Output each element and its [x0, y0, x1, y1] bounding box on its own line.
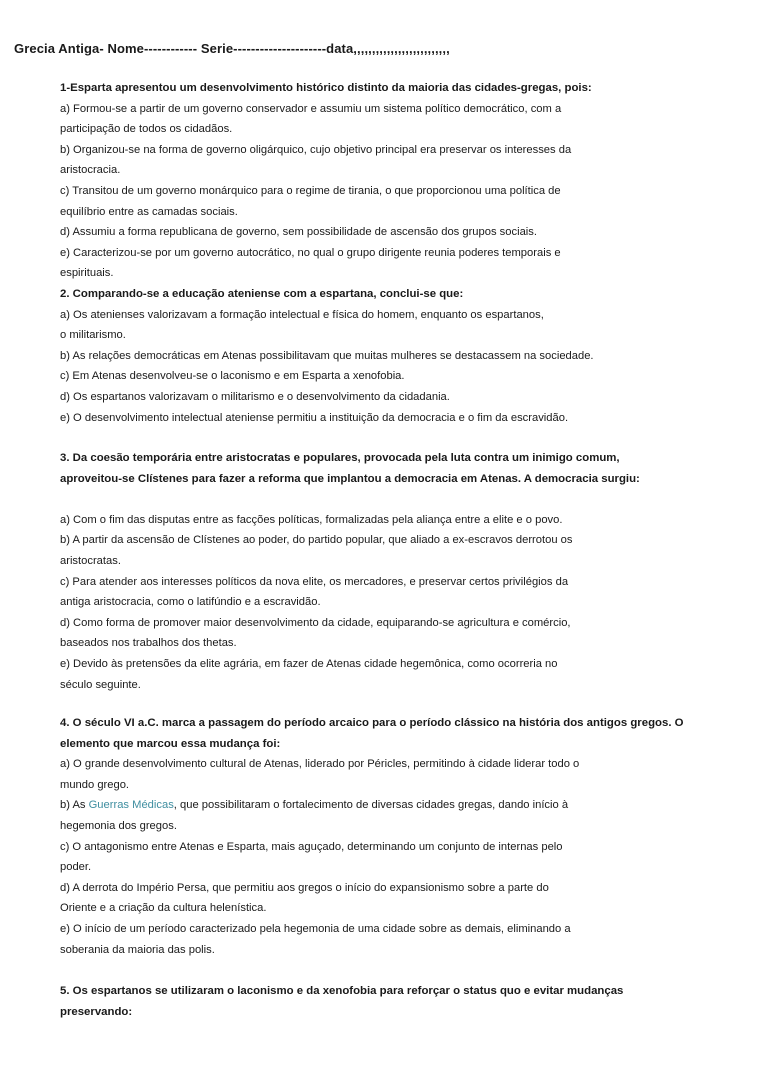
- answer-line: século seguinte.: [60, 678, 141, 691]
- answer-line: equilíbrio entre as camadas sociais.: [60, 205, 238, 218]
- answer-line: b) A partir da ascensão de Clístenes ao poder, do partido popular, que aliado a ex-escravos derrotou os: [60, 534, 573, 547]
- answer-line: participação de todos os cidadãos.: [60, 123, 233, 136]
- question-heading: 4. O século VI a.C. marca a passagem do período arcaico para o período clássico na história dos antigos gregos. O: [60, 717, 684, 729]
- answer-prefix: b) As: [60, 799, 89, 812]
- answer-line: c) Em Atenas desenvolveu-se o laconismo e em Esparta a xenofobia.: [60, 370, 405, 383]
- answer-line: Oriente e a criação da cultura helenística.: [60, 902, 267, 915]
- question-3: [60, 448, 740, 695]
- answer-line: d) Assumiu a forma republicana de governo, sem possibilidade de ascensão dos grupos sociais.: [60, 226, 537, 239]
- answer-line: c) Transitou de um governo monárquico para o regime de tirania, o que proporcionou uma política de: [60, 184, 561, 197]
- answer-line: e) O início de um período caracterizado pela hegemonia de uma cidade sobre as demais, eliminando a: [60, 922, 571, 935]
- question-heading: aproveitou-se Clístenes para fazer a reforma que implantou a democracia em Atenas. A democracia surgiu:: [60, 472, 640, 485]
- guerras-medicas-link[interactable]: Guerras Médicas: [88, 799, 174, 812]
- answer-line: d) A derrota do Império Persa, que permitiu aos gregos o início do expansionismo sobre a parte do: [60, 881, 549, 894]
- answer-line: a) Os atenienses valorizavam a formação intelectual e física do homem, enquanto os espartanos,: [60, 308, 544, 321]
- answer-line: c) Para atender aos interesses políticos da nova elite, os mercadores, e preservar certos privilégios da: [60, 575, 569, 588]
- answer-line: a) Formou-se a partir de um governo conservador e assumiu um sistema político democrático, com a: [60, 102, 562, 115]
- answer-line: a) O grande desenvolvimento cultural de Atenas, liderado por Péricles, permitindo à cidade liderar todo o: [60, 758, 580, 771]
- answer-line: aristocratas.: [60, 554, 121, 567]
- spacer: [60, 489, 740, 510]
- answer-line: d) Como forma de promover maior desenvolvimento da cidade, equiparando-se agricultura e comércio,: [60, 616, 571, 629]
- question-heading: 3. Da coesão temporária entre aristocratas e populares, provocada pela luta contra um inimigo comum,: [60, 452, 620, 464]
- question-5: [60, 981, 740, 1022]
- answer-text: , que possibilitaram o fortalecimento de diversas cidades gregas, dando início à: [173, 799, 569, 812]
- answer-line: e) Caracterizou-se por um governo autocrático, no qual o grupo dirigente reunia poderes temporais e: [60, 246, 561, 259]
- question-4: [60, 713, 740, 960]
- answer-line: d) Os espartanos valorizavam o militarismo e o desenvolvimento da cidadania.: [60, 390, 450, 403]
- question-heading: preservando:: [60, 1005, 133, 1018]
- question-heading: elemento que marcou essa mudança foi:: [60, 737, 281, 750]
- question-1: [60, 78, 740, 284]
- question-heading: 1-Esparta apresentou um desenvolvimento histórico distinto da maioria das cidades-gregas, pois:: [60, 82, 592, 94]
- answer-line: mundo grego.: [60, 778, 130, 791]
- answer-line: e) Devido às pretensões da elite agrária, em fazer de Atenas cidade hegemônica, como ocorreria no: [60, 657, 558, 670]
- answer-line: b) As relações democráticas em Atenas possibilitavam que muitas mulheres se destacassem na sociedade.: [60, 349, 594, 362]
- answer-line: b) Organizou-se na forma de governo oligárquico, cujo objetivo principal era preservar os interesses da: [60, 143, 572, 156]
- answer-line: espirituais.: [60, 267, 114, 280]
- question-2: [60, 284, 740, 428]
- question-heading: 2. Comparando-se a educação ateniense com a espartana, conclui-se que:: [60, 288, 464, 300]
- answer-line: soberania da maioria das polis.: [60, 943, 215, 956]
- answer-line: o militarismo.: [60, 329, 126, 342]
- answer-line: baseados nos trabalhos dos thetas.: [60, 637, 237, 650]
- answer-line: a) Com o fim das disputas entre as facções políticas, formalizadas pela aliança entre a elite e o povo.: [60, 513, 563, 526]
- answer-line: [60, 795, 740, 816]
- answer-line: antiga aristocracia, como o latifúndio e a escravidão.: [60, 596, 321, 609]
- page-title: Grecia Antiga- Nome------------ Serie---------------------data,,,,,,,,,,,,,,,,,,,,,,,,,,: [14, 41, 450, 56]
- answer-line: hegemonia dos gregos.: [60, 819, 177, 832]
- answer-line: c) O antagonismo entre Atenas e Esparta, mais aguçado, determinando um conjunto de internas pelo: [60, 840, 563, 853]
- question-heading: 5. Os espartanos se utilizaram o laconismo e da xenofobia para reforçar o status quo e evitar mudanças: [60, 985, 624, 997]
- answer-line: poder.: [60, 861, 92, 874]
- answer-line: e) O desenvolvimento intelectual ateniense permitiu a instituição da democracia e o fim da escravidão.: [60, 411, 569, 424]
- answer-line: aristocracia.: [60, 164, 121, 177]
